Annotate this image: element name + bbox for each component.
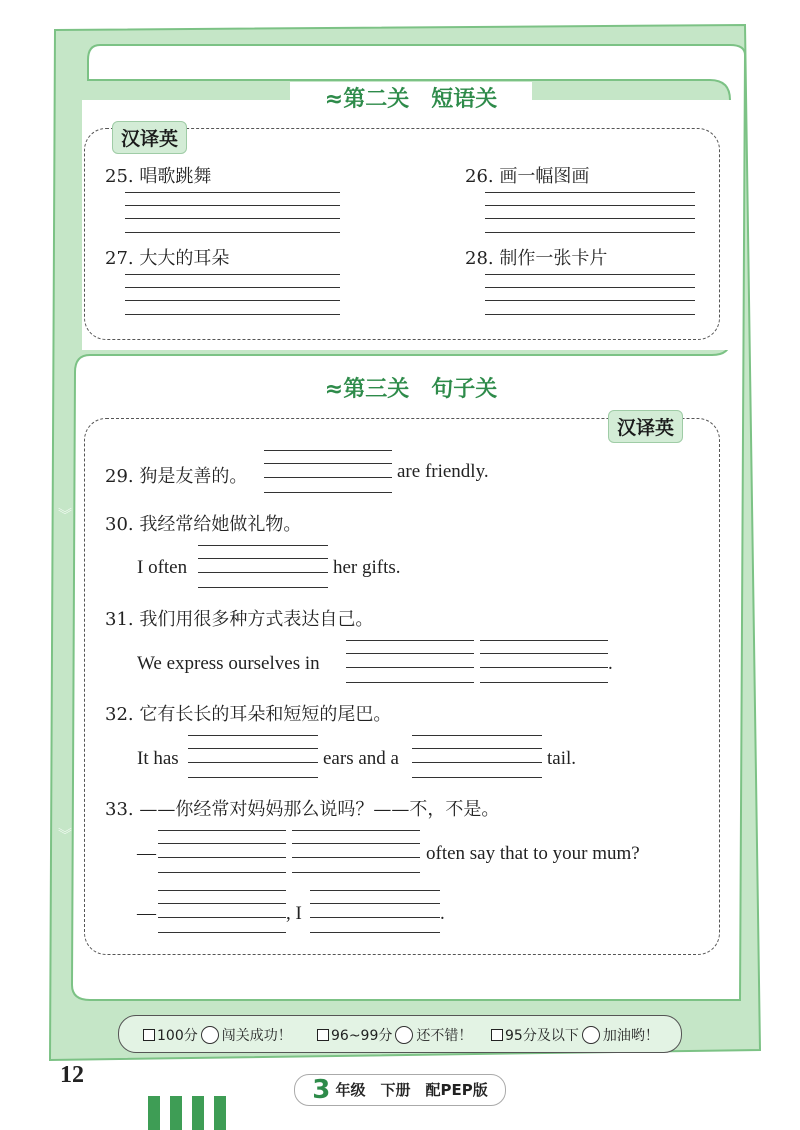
q33-text: 33. ——你经常对妈妈那么说吗？——不，不是。 <box>105 799 500 820</box>
score-item-3-label: 95分及以下 <box>505 1028 579 1044</box>
q31-english-start: We express ourselves in <box>137 653 320 674</box>
smile-face-icon <box>395 1026 413 1044</box>
q27-text: 27. 大大的耳朵 <box>105 248 230 269</box>
q31-english-end: . <box>608 653 613 674</box>
svg-text:︾: ︾ <box>728 228 742 244</box>
page-number: 12 <box>60 1062 84 1088</box>
q33-english-2-end: . <box>440 903 445 924</box>
decor-bar <box>214 1096 226 1130</box>
q33-english-1: often say that to your mum? <box>426 843 640 864</box>
cheer-face-icon <box>582 1026 600 1044</box>
q30-english-end: her gifts. <box>333 557 401 578</box>
checkbox-icon[interactable] <box>317 1029 329 1041</box>
q29-text: 29. 狗是友善的。 <box>105 466 248 487</box>
section3-box <box>84 418 720 955</box>
score-item-2 <box>317 1025 472 1045</box>
q30-text: 30. 我经常给她做礼物。 <box>105 514 302 535</box>
q33-english-2-mid: , I <box>286 903 302 924</box>
score-item-3 <box>491 1025 659 1045</box>
grade-number: 3 <box>312 1075 331 1105</box>
q31-text: 31. 我们用很多种方式表达自己。 <box>105 609 374 630</box>
decor-bar <box>148 1096 160 1130</box>
q33-dash-1: — <box>137 843 156 864</box>
svg-text:︾: ︾ <box>58 828 72 844</box>
score-item-1-label: 100分 <box>157 1028 198 1044</box>
score-item-1 <box>143 1025 292 1045</box>
q28-text: 28. 制作一张卡片 <box>465 248 608 269</box>
section3-tag: 汉译英 <box>608 410 683 443</box>
q29-english: are friendly. <box>397 461 489 482</box>
checkbox-icon[interactable] <box>491 1029 503 1041</box>
q26-text: 26. 画一幅图画 <box>465 166 590 187</box>
svg-text:︾: ︾ <box>58 508 72 524</box>
grade-badge <box>294 1074 506 1106</box>
section2-tag: 汉译英 <box>112 121 187 154</box>
score-item-2-label: 96~99分 <box>331 1028 393 1044</box>
score-item-1-msg: 闯关成功！ <box>221 1028 292 1044</box>
happy-face-icon <box>201 1026 219 1044</box>
q32-english-end: tail. <box>547 748 577 769</box>
score-box <box>118 1015 682 1053</box>
q32-english-mid: ears and a <box>323 748 399 769</box>
section2-box <box>84 128 720 340</box>
q33-dash-2: — <box>137 903 156 924</box>
q30-english-start: I often <box>137 557 188 578</box>
checkbox-icon[interactable] <box>143 1029 155 1041</box>
section2-title: ≈第二关 短语关 <box>290 82 532 113</box>
decor-bar <box>192 1096 204 1130</box>
score-item-3-msg: 加油哟！ <box>602 1028 659 1044</box>
q32-english-start: It has <box>137 748 179 769</box>
score-item-2-msg: 还不错！ <box>416 1028 473 1044</box>
decor-bar <box>170 1096 182 1130</box>
section3-title: ≈第三关 句子关 <box>290 372 532 403</box>
q32-text: 32. 它有长长的耳朵和短短的尾巴。 <box>105 704 392 725</box>
grade-text: 年级 下册 配PEP版 <box>335 1081 488 1099</box>
q25-text: 25. 唱歌跳舞 <box>105 166 212 187</box>
